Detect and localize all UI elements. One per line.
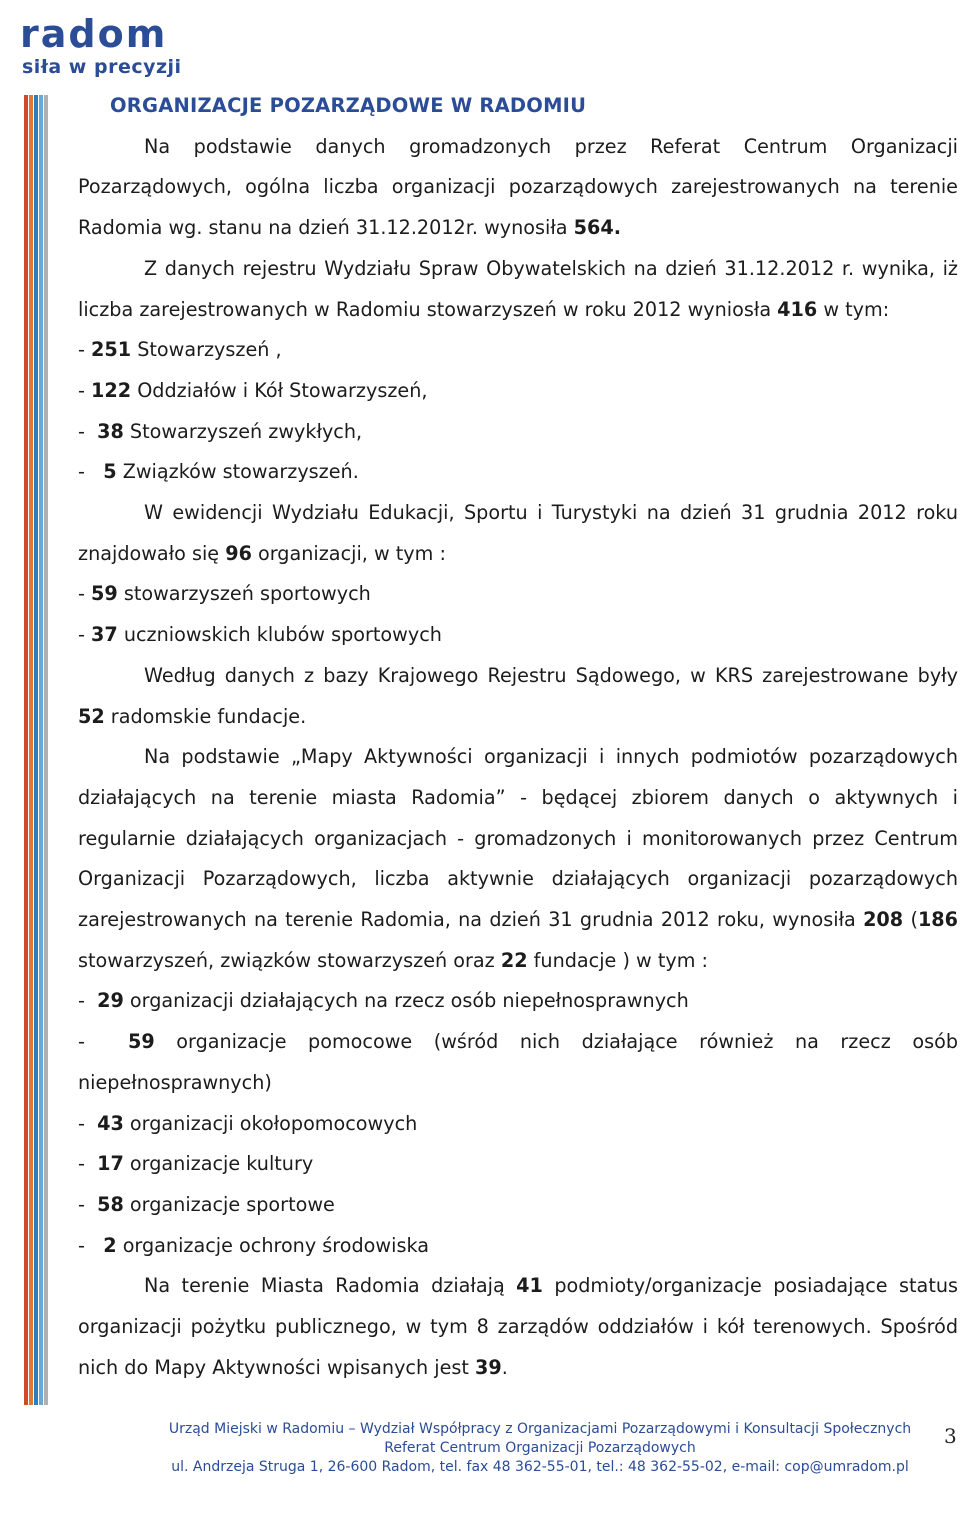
paragraph-text: Z danych rejestru Wydziału Spraw Obywatelskich na dzień 31.12.2012 r. wynika, iż liczba zarejestrowanych w Radomiu stowarzyszeń w roku 2012 wyniosła	[78, 256, 958, 321]
list-item	[78, 574, 958, 615]
list-item	[78, 1022, 958, 1103]
footer-contact: ul. Andrzeja Struga 1, 26-600 Radom, tel. fax 48 362-55-01, tel.: 48 362-55-02, e-mail: cop@umradom.pl	[171, 1459, 909, 1475]
stripe-3	[34, 95, 38, 1405]
list-item	[78, 1104, 958, 1145]
count-value: 416	[777, 297, 818, 321]
list-dash: -	[78, 338, 92, 362]
list-item-text: organizacje kultury	[123, 1152, 314, 1176]
paragraph-associations	[78, 249, 958, 330]
page-number: 3	[944, 1424, 957, 1448]
list-item	[78, 412, 958, 453]
footer-department: Referat Centrum Organizacji Pozarządowych	[384, 1440, 696, 1456]
list-item	[78, 1226, 958, 1267]
list-item-text: Stowarzyszeń zwykłych,	[123, 419, 363, 443]
count-value: 96	[225, 541, 252, 565]
list-dash: -	[78, 378, 92, 402]
document-body	[78, 86, 958, 1389]
logo-wordmark: radom	[20, 12, 168, 56]
logo-tagline: siła w precyzji	[22, 56, 182, 78]
list-item-text: Związków stowarzyszeń.	[116, 460, 359, 484]
count-value: 208	[863, 908, 904, 932]
paragraph-text: organizacji, w tym :	[251, 541, 446, 565]
paragraph-text: Na podstawie danych gromadzonych przez Referat Centrum Organizacji Pozarządowych, ogólna liczba organizacji pozarządowych zarejestrowanych na terenie Radomia wg. stanu na dzień 31.12.2012r. wynosiła	[78, 134, 958, 240]
page-footer	[150, 1420, 930, 1477]
paragraph-text: fundacje ) w tym :	[527, 948, 708, 972]
paragraph-text: W ewidencji Wydziału Edukacji, Sportu i Turystyki na dzień 31 grudnia 2012 roku znajdowało się	[78, 501, 958, 565]
list-item	[78, 371, 958, 412]
radom-logo	[20, 14, 210, 84]
list-item	[78, 615, 958, 656]
count-value: 38	[97, 419, 124, 443]
count-value: 2	[103, 1233, 117, 1257]
list-dash: -	[78, 989, 98, 1013]
list-dash: -	[78, 623, 92, 647]
list-item-text: Oddziałów i Kół Stowarzyszeń,	[131, 378, 428, 402]
list-item-text: Stowarzyszeń ,	[131, 338, 282, 362]
list-item	[78, 330, 958, 371]
decorative-side-stripes	[24, 95, 50, 1405]
stripe-4	[39, 95, 43, 1405]
paragraph-text: Na podstawie „Mapy Aktywności organizacji i innych podmiotów pozarządowych działających na terenie miasta Radomia” - będącej zbiorem danych o aktywnych i regularnie działających organizacjach - gromadzonych i monitorowanych przez Centrum Organizacji Pozarządowych, liczba aktywnie działających organizacji pozarządowych zarejestrowanych na terenie Radomia, na dzień 31 grudnia 2012 roku, wynosiła	[78, 745, 958, 932]
count-value: 122	[91, 378, 132, 402]
count-value: 251	[91, 338, 132, 362]
list-item-text: organizacje sportowe	[123, 1192, 335, 1216]
paragraph-text: Według danych z bazy Krajowego Rejestru Sądowego, w KRS zarejestrowane były	[144, 663, 958, 687]
list-item	[78, 1185, 958, 1226]
paragraph-text: stowarzyszeń, związków stowarzyszeń oraz	[78, 948, 501, 972]
list-dash: -	[78, 1233, 104, 1257]
list-item-text: uczniowskich klubów sportowych	[117, 623, 442, 647]
paragraph-text: podmioty/organizacje posiadające status organizacji pożytku publicznego, w tym 8 zarządów oddziałów i kół terenowych. Spośród nich do Mapy Aktywności wpisanych jest	[78, 1274, 958, 1379]
count-value: 37	[91, 623, 118, 647]
list-item	[78, 1144, 958, 1185]
list-item	[78, 981, 958, 1022]
list-item-text: organizacje pomocowe (wśród nich działające również na rzecz osób niepełnosprawnych)	[78, 1030, 959, 1094]
paragraph-text: Na terenie Miasta Radomia działają	[144, 1274, 517, 1298]
list-dash: -	[78, 1030, 129, 1054]
count-value: 17	[97, 1152, 124, 1176]
activity-list	[78, 981, 958, 1266]
count-value: 29	[97, 989, 124, 1013]
count-value: 59	[91, 582, 118, 606]
count-value: 43	[97, 1111, 124, 1135]
list-dash: -	[78, 419, 98, 443]
paragraph-activity-map	[78, 737, 958, 981]
paragraph-text: radomskie fundacje.	[104, 704, 307, 728]
list-item-text: stowarzyszeń sportowych	[117, 582, 371, 606]
associations-list	[78, 330, 958, 493]
paragraph-text: w tym:	[817, 297, 890, 321]
list-dash: -	[78, 460, 104, 484]
count-value: 186	[917, 908, 958, 932]
list-dash: -	[78, 1192, 98, 1216]
list-dash: -	[78, 582, 92, 606]
list-item	[78, 452, 958, 493]
count-value: 39	[475, 1355, 502, 1379]
list-item-text: organizacje ochrony środowiska	[116, 1233, 429, 1257]
count-value: 59	[128, 1030, 155, 1054]
stripe-5	[44, 95, 48, 1405]
stripe-1	[24, 95, 28, 1405]
list-item-text: organizacji okołopomocowych	[123, 1111, 418, 1135]
paragraph-total	[78, 127, 958, 249]
count-value: 52	[78, 704, 105, 728]
paragraph-text: (	[903, 908, 918, 932]
list-item-text: organizacji działających na rzecz osób niepełnosprawnych	[123, 989, 689, 1013]
paragraph-text: .	[501, 1355, 508, 1379]
page-title: ORGANIZACJE POZARZĄDOWE W RADOMIU	[110, 94, 587, 117]
stripe-2	[29, 95, 33, 1405]
count-value: 5	[103, 460, 117, 484]
list-dash: -	[78, 1152, 98, 1176]
paragraph-education	[78, 493, 958, 574]
count-value: 22	[500, 948, 528, 972]
paragraph-public-benefit	[78, 1266, 958, 1388]
count-value: 58	[97, 1192, 124, 1216]
sports-list	[78, 574, 958, 655]
count-value: 41	[516, 1274, 543, 1298]
count-value: 564.	[573, 216, 622, 240]
footer-office: Urząd Miejski w Radomiu – Wydział Współpracy z Organizacjami Pozarządowymi i Konsultacji Społecznych	[168, 1421, 912, 1437]
paragraph-krs	[78, 656, 958, 737]
list-dash: -	[78, 1111, 98, 1135]
